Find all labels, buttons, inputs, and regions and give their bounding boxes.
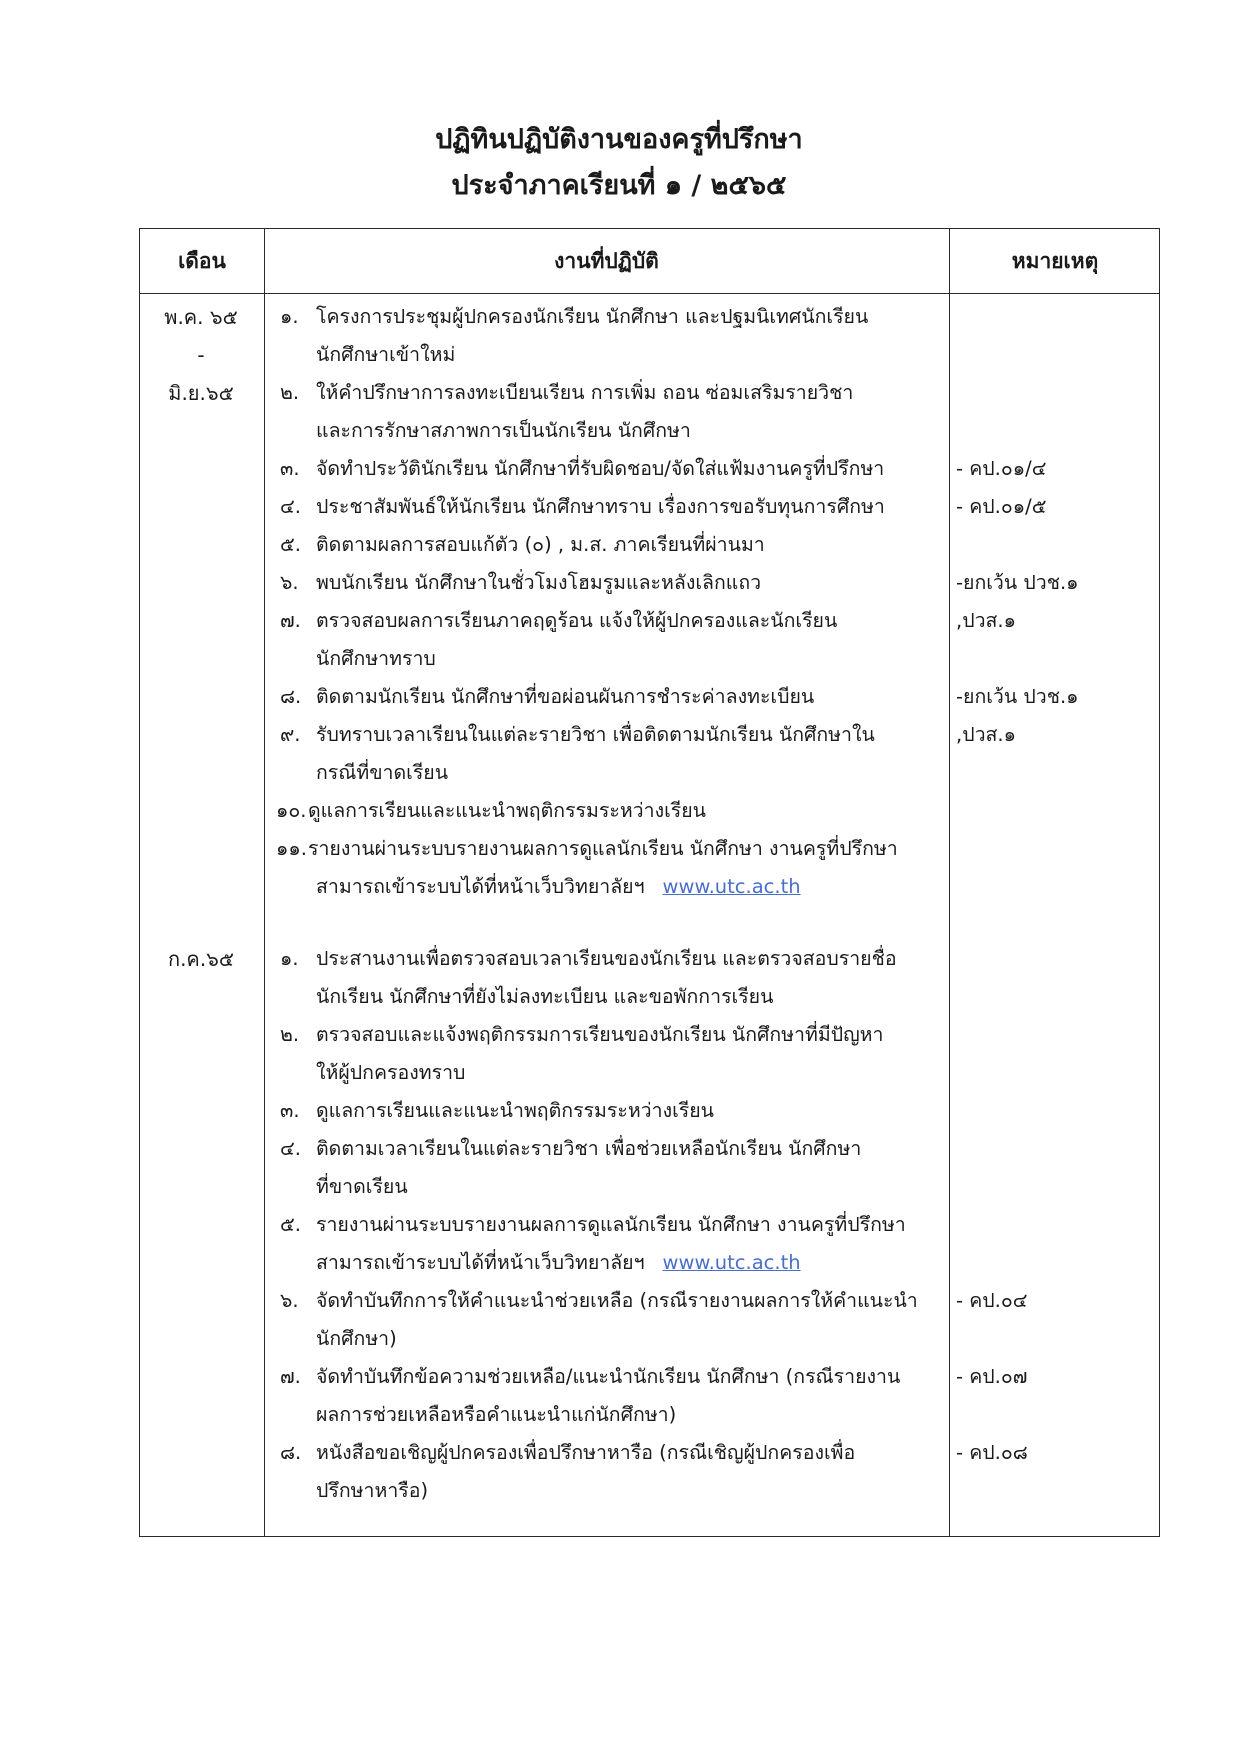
task-text: จัดทำประวัตินักเรียน นักศึกษาที่รับผิดชอบ/จัดใส่แฟ้มงานครูที่ปรึกษา [316,457,885,480]
task-text: ประสานงานเพื่อตรวจสอบเวลาเรียนของนักเรียน และตรวจสอบรายชื่อ [316,947,897,970]
month-start: พ.ค. ๖๕ [164,305,238,329]
remark: ,ปวส.๑ [956,723,1017,746]
task-text: นักศึกษา) [316,1327,397,1350]
task-text-segment: สามารถเข้าระบบได้ที่หน้าเว็บวิทยาลัยฯ [316,875,645,898]
remark: - คป.๐๔ [956,1289,1028,1312]
task-number: ๑. [280,305,299,328]
website-link[interactable]: www.utc.ac.th [662,1251,801,1274]
task-text: ดูแลการเรียนและแนะนำพฤติกรรมระหว่างเรียน [316,1099,714,1122]
task-number: ๑. [280,947,299,970]
task-text: ให้ผู้ปกครองทราบ [316,1061,466,1084]
task-text: รายงานผ่านระบบรายงานผลการดูแลนักเรียน นักศึกษา งานครูที่ปรึกษา [316,1213,906,1236]
month-end: มิ.ย.๖๕ [168,381,234,405]
task-text: โครงการประชุมผู้ปกครองนักเรียน นักศึกษา และปฐมนิเทศนักเรียน [316,305,869,328]
remark: ,ปวส.๑ [956,609,1017,632]
task-text: ติดตามนักเรียน นักศึกษาที่ขอผ่อนผันการชำระค่าลงทะเบียน [316,685,815,708]
task-text: ประชาสัมพันธ์ให้นักเรียน นักศึกษาทราบ เรื่องการขอรับทุนการศึกษา [316,495,885,518]
task-text: นักศึกษาทราบ [316,647,436,670]
task-text: ให้คำปรึกษาการลงทะเบียนเรียน การเพิ่ม ถอน ซ่อมเสริมรายวิชา [316,381,854,404]
remark: -ยกเว้น ปวช.๑ [956,571,1079,594]
task-text: ติดตามผลการสอบแก้ตัว (๐) , ม.ส. ภาคเรียนที่ผ่านมา [316,533,765,556]
task-text: หนังสือขอเชิญผู้ปกครองเพื่อปรึกษาหารือ (กรณีเชิญผู้ปกครองเพื่อ [316,1441,856,1464]
task-number: ๕. [280,1213,301,1236]
task-number: ๙. [280,723,301,746]
task-text: ที่ขาดเรียน [316,1175,408,1198]
task-text: พบนักเรียน นักศึกษาในชั่วโมงโฮมรูมและหลังเลิกแถว [316,571,762,594]
remark: - คป.๐๑/๕ [956,495,1047,518]
task-text-segment: สามารถเข้าระบบได้ที่หน้าเว็บวิทยาลัยฯ [316,1251,645,1274]
task-number: ๘. [280,1441,302,1464]
task-text: ผลการช่วยเหลือหรือคำแนะนำแก่นักศึกษา) [316,1403,677,1426]
task-text: รายงานผ่านระบบรายงานผลการดูแลนักเรียน นักศึกษา งานครูที่ปรึกษา [308,837,898,860]
month-separator: - [197,343,205,367]
task-number: ๖. [280,571,299,594]
task-text [316,868,801,906]
task-text: ดูแลการเรียนและแนะนำพฤติกรรมระหว่างเรียน [308,799,706,822]
remark: - คป.๐๗ [956,1365,1028,1388]
website-link[interactable]: www.utc.ac.th [662,875,801,898]
task-number: ๗. [280,1365,301,1388]
task-text: และการรักษาสภาพการเป็นนักเรียน นักศึกษา [316,419,691,442]
task-number: ๓. [280,1099,300,1122]
column-divider [949,229,950,1536]
remark: - คป.๐๘ [956,1441,1028,1464]
header-note: หมายเหตุ [1011,249,1099,273]
task-number: ๒. [280,381,300,404]
remark: - คป.๐๑/๔ [956,457,1047,480]
task-number: ๑๑. [276,837,307,860]
task-text: จัดทำบันทึกข้อความช่วยเหลือ/แนะนำนักเรียน นักศึกษา (กรณีรายงาน [316,1365,901,1388]
header-task: งานที่ปฏิบัติ [554,249,659,273]
task-text: ตรวจสอบและแจ้งพฤติกรรมการเรียนของนักเรียน นักศึกษาที่มีปัญหา [316,1023,884,1046]
task-number: ๖. [280,1289,299,1312]
header-month: เดือน [178,249,226,273]
task-number: ๗. [280,609,301,632]
document-subtitle: ประจำภาคเรียนที่ ๑ / ๒๕๖๕ [451,170,787,201]
task-text: ปรึกษาหารือ) [316,1479,429,1502]
task-text: นักเรียน นักศึกษาที่ยังไม่ลงทะเบียน และขอพักการเรียน [316,985,774,1008]
task-number: ๒. [280,1023,300,1046]
task-text: จัดทำบันทึกการให้คำแนะนำช่วยเหลือ (กรณีรายงานผลการให้คำแนะนำ [316,1289,918,1312]
task-number: ๓. [280,457,300,480]
task-number: ๘. [280,685,302,708]
task-number: ๔. [280,1137,301,1160]
task-number: ๑๐. [276,799,307,822]
task-text: นักศึกษาเข้าใหม่ [316,343,456,366]
task-number: ๔. [280,495,301,518]
task-text: กรณีที่ขาดเรียน [316,761,449,784]
header-divider [140,293,1159,294]
task-text: รับทราบเวลาเรียนในแต่ละรายวิชา เพื่อติดตามนักเรียน นักศึกษาใน [316,723,875,746]
task-text: ติดตามเวลาเรียนในแต่ละรายวิชา เพื่อช่วยเหลือนักเรียน นักศึกษา [316,1137,862,1160]
month-start: ก.ค.๖๕ [167,947,235,971]
document-title: ปฏิทินปฏิบัติงานของครูที่ปรึกษา [435,124,803,155]
remark: -ยกเว้น ปวช.๑ [956,685,1079,708]
task-number: ๕. [280,533,301,556]
task-text [316,1244,801,1282]
column-divider [264,229,265,1536]
task-text: ตรวจสอบผลการเรียนภาคฤดูร้อน แจ้งให้ผู้ปกครองและนักเรียน [316,609,838,632]
